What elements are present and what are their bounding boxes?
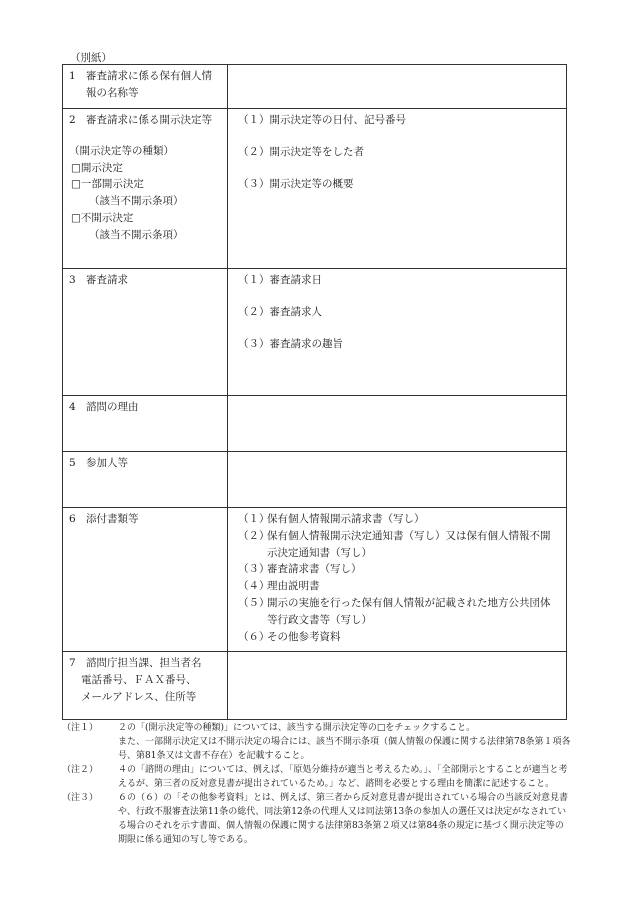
attachment-number: （１） <box>238 513 270 525</box>
row-2 <box>63 109 567 269</box>
row-6-number: 6 <box>69 513 76 525</box>
attachment-text: その他参考資料 <box>267 630 341 643</box>
row-4-number: 4 <box>69 401 76 413</box>
note-1-label: （注１） <box>62 723 99 733</box>
attachment-item <box>234 629 560 646</box>
request-purpose-item: （３）審査請求の趣旨 <box>238 337 343 350</box>
nondisclosure-clause: （該当不開示条項） <box>89 228 184 241</box>
attachment-text: 保有個人情報開示請求書（写し） <box>267 513 425 525</box>
row-1-label: 審査請求に係る保有個人情報の名称等 <box>86 70 212 99</box>
row-7 <box>63 652 567 720</box>
row-2-label: 審査請求に係る開示決定等 <box>86 114 212 126</box>
note-2 <box>62 764 572 792</box>
row-6 <box>63 508 567 652</box>
note-3 <box>62 792 572 848</box>
row-2-number: 2 <box>69 114 76 126</box>
row-2-value-cell <box>228 109 567 269</box>
row-3-label-cell <box>63 269 228 396</box>
row-1-number: 1 <box>69 70 76 82</box>
decision-kinds-title: （開示決定等の種類） <box>69 144 174 157</box>
row-7-label: 諮問庁担当課、担当者名 <box>86 657 202 669</box>
row-4-value-cell <box>228 396 567 452</box>
row-7-value-cell <box>228 652 567 720</box>
page-heading: （別紙） <box>70 52 112 64</box>
row-5-value-cell <box>228 452 567 508</box>
note-1 <box>62 722 572 764</box>
decision-maker-item: （２）開示決定等をした者 <box>238 145 364 158</box>
note-2-label: （注２） <box>62 764 99 775</box>
attachment-text: 審査請求書（写し） <box>267 563 362 576</box>
attachment-text: 保有個人情報開示決定通知書（写し）又は保有個人情報不開示決定通知書（写し） <box>267 529 551 559</box>
row-7-label-line2: 電話番号、ＦＡＸ番号、 <box>81 673 197 686</box>
row-3-label: 審査請求 <box>86 274 128 286</box>
attachment-number: （３） <box>238 563 270 576</box>
note-2-text: ４の「諮問の理由」については、例えば、「原処分維持が適当と考えるため。」、「全部開示とすることが適当と考えるが、第三者の反対意見書が提出されているため。」など、諮問を必要とする理由を簡潔に記述すること。 <box>118 764 568 789</box>
attachment-item <box>234 528 560 562</box>
row-1-label-cell <box>63 65 228 109</box>
row-5 <box>63 452 567 508</box>
row-1-value-cell <box>228 65 567 109</box>
request-date-item: （１）審査請求日 <box>238 274 322 286</box>
note-3-text: ６の（６）の「その他参考資料」とは、例えば、第三者から反対意見書が提出されている場合の当該反対意見書や、行政不服審査法第11条の総代、同法第12条の代理人又は同法第13条の参加人の選任又は決定がなされている場合のそれを示す書面、個人情報の保護に関する法律第83条第２項又は第84条の規定に基づく開示決定等の期限に係る通知の写し等である。 <box>118 792 569 845</box>
attachment-number: （２） <box>238 529 270 542</box>
attachment-item <box>234 595 560 629</box>
checkbox-nondisclosure: □不開示決定 <box>71 211 134 224</box>
attachment-text: 開示の実施を行った保有個人情報が記載された地方公共団体等行政文書等（写し） <box>267 596 551 626</box>
note-1-line2: また、一部開示決定又は不開示決定の場合には、該当不開示条項（個人情報の保護に関する法律第78条第１項各号、第81条又は文書不存在）を記載すること。 <box>118 736 571 761</box>
row-1 <box>63 65 567 109</box>
row-3 <box>63 269 567 396</box>
requester-item: （２）審査請求人 <box>238 305 322 318</box>
row-4-label: 諮問の理由 <box>86 401 139 413</box>
row-7-number: 7 <box>69 657 76 669</box>
row-7-label-cell <box>63 652 228 720</box>
note-3-label: （注３） <box>62 792 99 803</box>
row-6-value-cell <box>228 508 567 652</box>
attachment-number: （６） <box>238 630 270 643</box>
checkbox-disclosure: □開示決定 <box>71 161 123 174</box>
row-5-label: 参加人等 <box>86 457 128 469</box>
row-4 <box>63 396 567 452</box>
attachment-number: （５） <box>238 596 270 609</box>
form-table <box>62 64 567 720</box>
row-3-number: 3 <box>69 274 76 286</box>
row-6-label-cell <box>63 508 228 652</box>
attachment-item <box>234 578 560 595</box>
attachment-item <box>234 511 560 528</box>
attachment-text: 理由説明書 <box>267 580 320 593</box>
attachment-number: （４） <box>238 580 270 593</box>
row-5-number: 5 <box>69 457 76 469</box>
row-3-value-cell <box>228 269 567 396</box>
checkbox-partial-disclosure: □一部開示決定 <box>71 178 144 191</box>
partial-nondisclosure-clause: （該当不開示条項） <box>89 195 184 208</box>
attachment-item <box>234 561 560 578</box>
decision-date-item: （１）開示決定等の日付、記号番号 <box>238 114 406 126</box>
row-5-label-cell <box>63 452 228 508</box>
note-1-line1: ２の「(開示決定等の種類)」については、該当する開示決定等の□をチェックすること。 <box>118 723 476 733</box>
row-7-label-line3: メールアドレス、住所等 <box>81 690 197 703</box>
notes-section <box>62 722 572 847</box>
row-6-label: 添付書類等 <box>86 513 139 525</box>
row-4-label-cell <box>63 396 228 452</box>
row-2-label-cell <box>63 109 228 269</box>
decision-summary-item: （３）開示決定等の概要 <box>238 177 354 190</box>
